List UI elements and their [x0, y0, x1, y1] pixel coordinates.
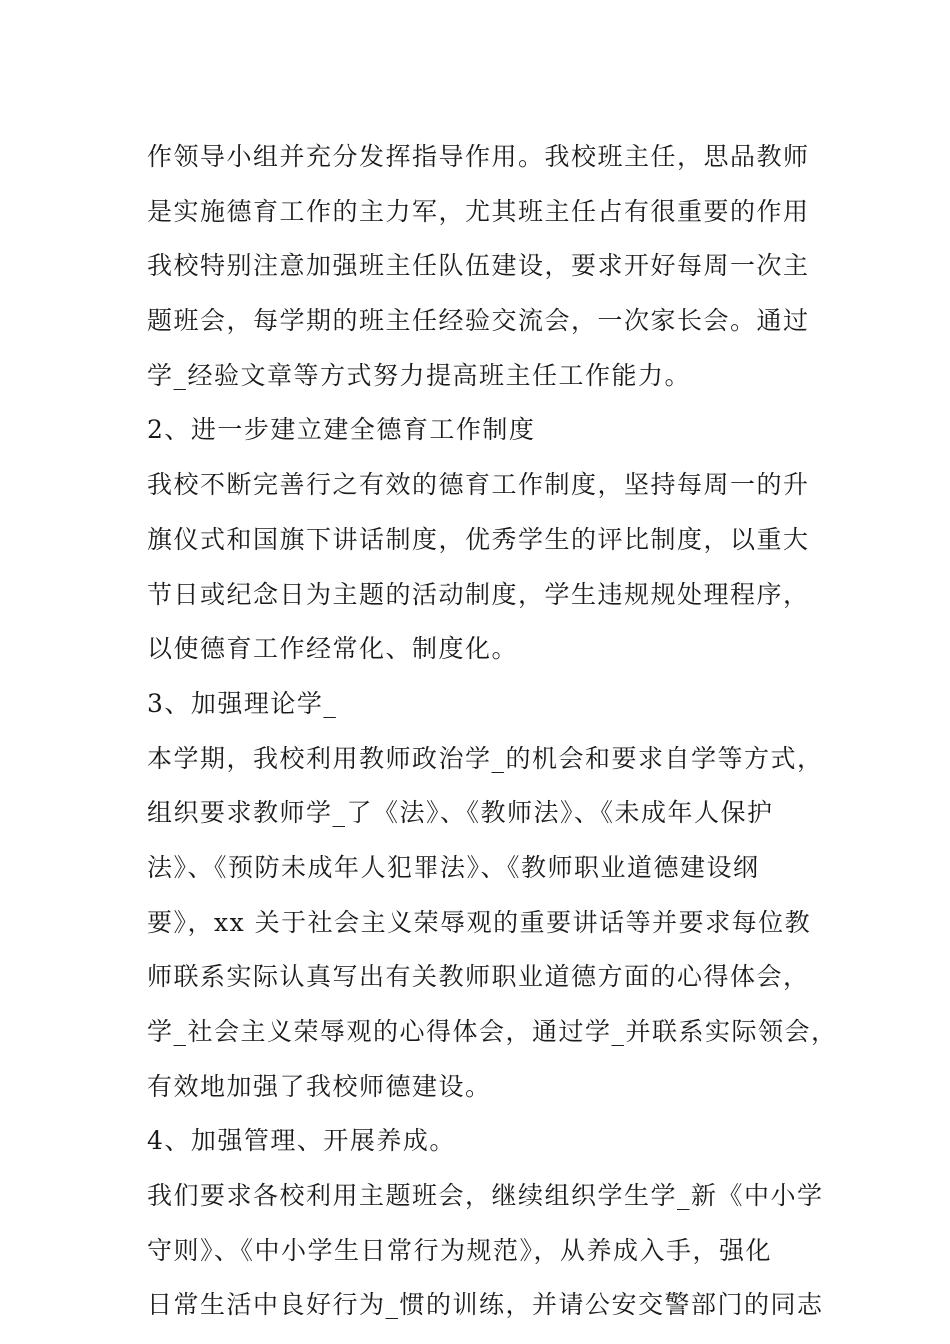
text-line-7: 我校不断完善行之有效的德育工作制度，坚持每周一的升	[147, 470, 810, 500]
text-line-14: 法》、《预防未成年人犯罪法》、《教师职业道德建设纲	[147, 852, 760, 882]
text-line-8: 旗仪式和国旗下讲话制度，优秀学生的评比制度，以重大	[147, 524, 810, 554]
text-line-12: 本学期，我校利用教师政治学_的机会和要求自学等方式，	[147, 743, 824, 773]
section-heading-3: 3、加强理论学_	[147, 688, 338, 718]
text-line-22: 日常生活中良好行为_惯的训练，并请公安交警部门的同志	[147, 1290, 824, 1320]
text-line-13: 组织要求教师学_了《法》、《教师法》、《未成年人保护	[147, 798, 774, 828]
text-line-20: 我们要求各校利用主题班会，继续组织学生学_新《中小学	[147, 1181, 824, 1211]
text-line-2: 是实施德育工作的主力军，尤其班主任占有很重要的作用	[147, 196, 810, 226]
document-body	[147, 130, 847, 1333]
section-heading-2: 2、进一步建立建全德育工作制度	[147, 415, 536, 445]
text-line-15: 要》，xx 关于社会主义荣辱观的重要讲话等并要求每位教	[147, 907, 812, 937]
text-line-9: 节日或纪念日为主题的活动制度，学生违规规处理程序，	[147, 579, 810, 609]
text-line-16: 师联系实际认真写出有关教师职业道德方面的心得体会，	[147, 962, 810, 992]
text-line-18: 有效地加强了我校师德建设。	[147, 1071, 492, 1101]
text-line-4: 题班会，每学期的班主任经验交流会，一次家长会。通过	[147, 306, 810, 336]
text-line-17: 学_社会主义荣辱观的心得体会，通过学_并联系实际领会，	[147, 1017, 838, 1046]
text-line-5: 学_经验文章等方式努力提高班主任工作能力。	[147, 360, 692, 390]
text-line-10: 以使德育工作经常化、制度化。	[147, 634, 519, 664]
text-line-1: 作领导小组并充分发挥指导作用。我校班主任，思品教师	[147, 142, 810, 171]
section-heading-4: 4、加强管理、开展养成。	[147, 1126, 456, 1156]
text-line-21: 守则》、《中小学生日常行为规范》，从养成入手，强化	[147, 1235, 773, 1265]
text-line-3: 我校特别注意加强班主任队伍建设，要求开好每周一次主	[147, 251, 810, 281]
